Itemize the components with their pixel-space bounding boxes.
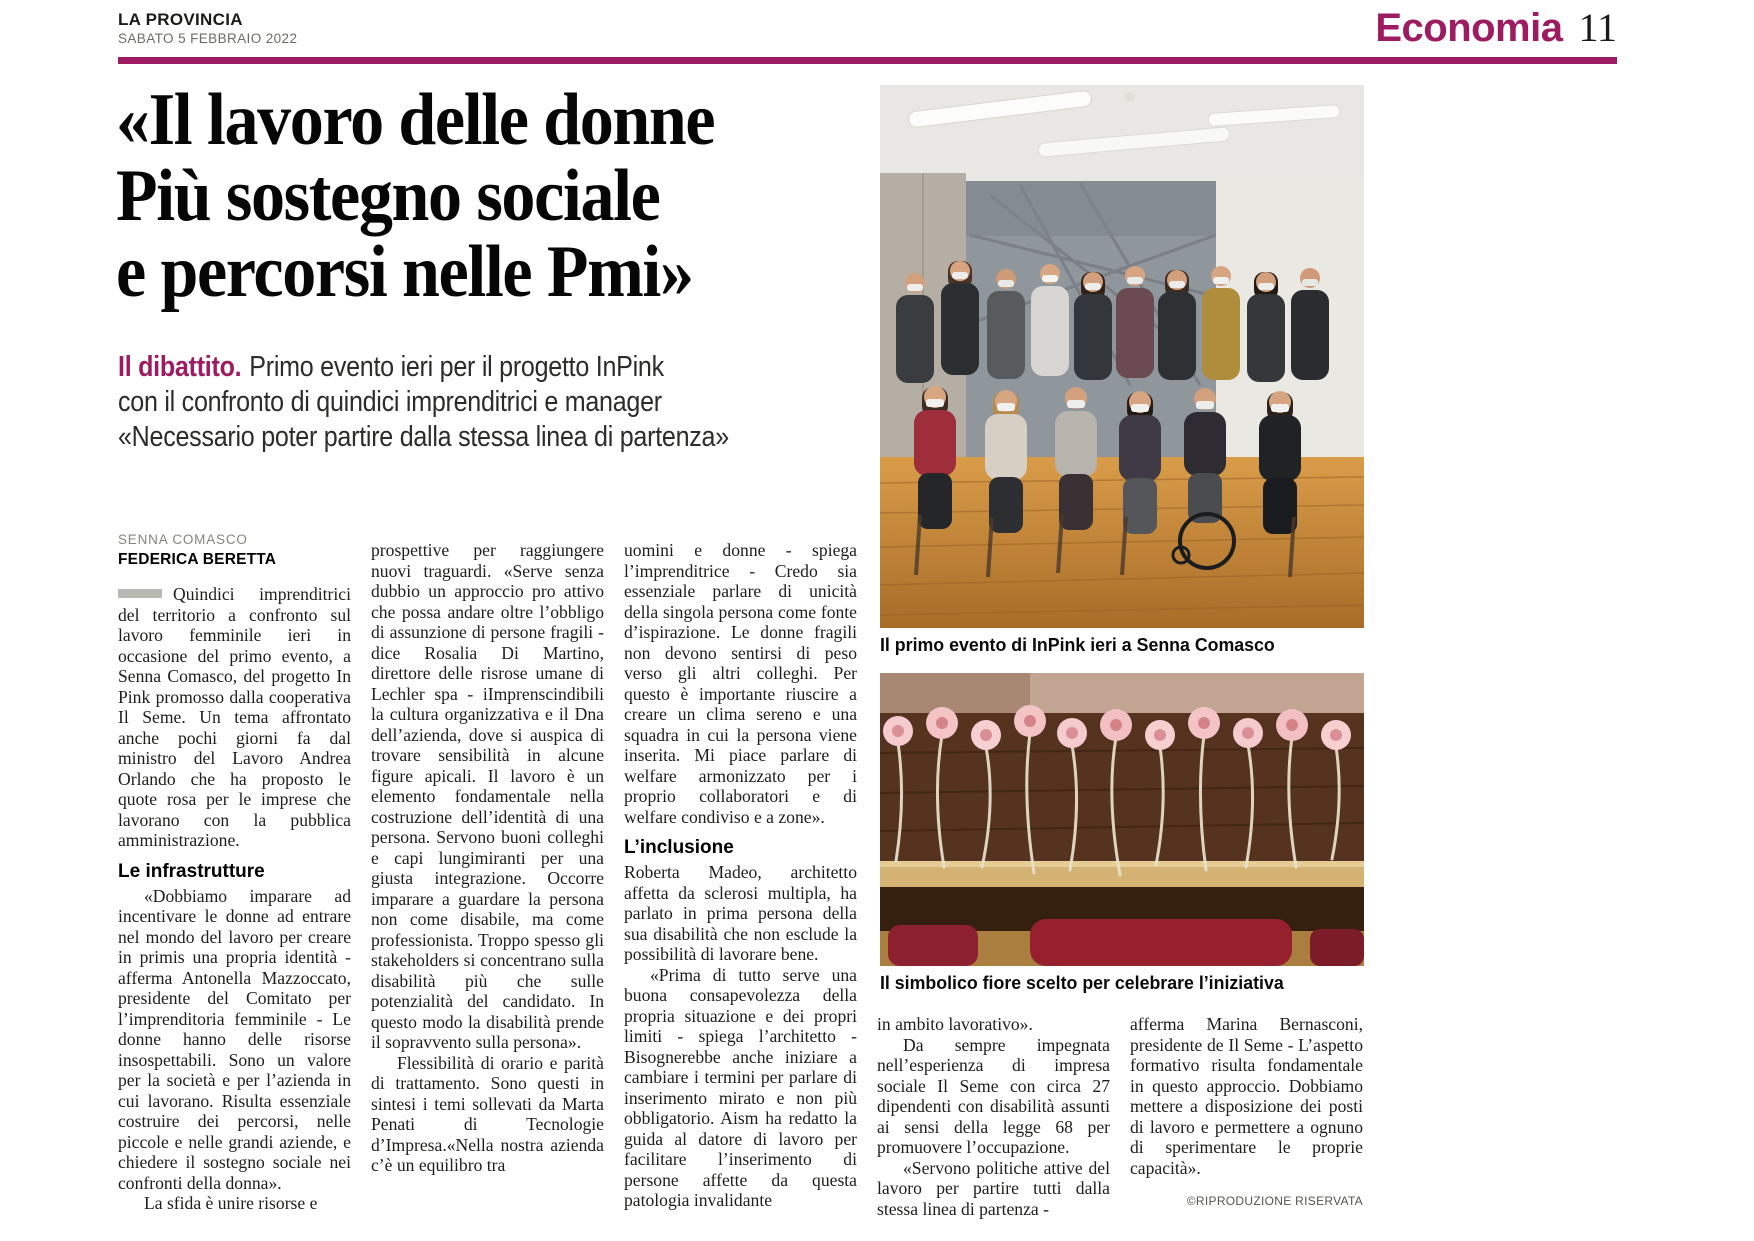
article-paragraph: Quindici imprenditrici del territorio a confronto sul lavoro femminile ieri in occasione del primo evento, a Senna Comasco, del progetto In Pink promosso dalla cooperativa Il Seme. Un tema affrontato anche pochi giorni fa dal ministro del Lavoro Andrea Orlando che ha proposto le quote rosa per le imprese che lavorano con la pubblica amministrazione. bbox=[118, 584, 351, 850]
standfirst-text-1: Primo evento ieri per il progetto InPink bbox=[249, 351, 664, 383]
article-dateline: SENNA COMASCO bbox=[118, 532, 248, 547]
standfirst-line-2: con il confronto di quindici imprenditrici e manager bbox=[118, 386, 662, 418]
photo-caption-2: Il simbolico fiore scelto per celebrare l’iniziativa bbox=[880, 972, 1284, 993]
article-paragraph: La sfida è unire risorse e bbox=[144, 1193, 318, 1213]
standfirst-line-3: «Necessario poter partire dalla stessa linea di partenza» bbox=[118, 421, 729, 453]
article-column-4 bbox=[877, 1014, 1110, 1241]
article-paragraph: prospettive per raggiungere nuovi traguardi. «Serve senza dubbio un approccio pro attivo che possa andare oltre l’obbligo di assunzione di persone fragili - dice Rosalia Di Martino, direttore delle risrose umane di Lechler spa - iImprenscindibili la cultura organizzativa e il Dna dell’azienda, dove si auspica di trovare sensibilità in alcune figure apicali. Il lavoro è un elemento fondamentale nella costruzione dell’identità di una persona. Servono buoni colleghi e capi lungimiranti per una giusta integrazione. Occorre imparare a guardare la persona non come disabile, ma come professionista. Troppo spesso gli stakeholders si concentrano sulla disabilità più che sulle potenzialità del candidato. In questo modo la disabilità prende il sopravvento sulla persona». bbox=[371, 540, 604, 1052]
header-rule bbox=[118, 57, 1617, 64]
article-paragraph: Da sempre impegnata nell’esperienza di impresa sociale Il Seme con circa 27 dipendenti con disabilità assunti ai sensi della legge 68 per promuovere l’occupazione. bbox=[877, 1034, 1110, 1157]
article-standfirst bbox=[118, 350, 729, 455]
article-paragraph: «Servono politiche attive del lavoro per partire tutti dalla stessa linea di partenza - bbox=[877, 1157, 1110, 1219]
article-headline bbox=[116, 79, 715, 313]
standfirst-line-1 bbox=[118, 350, 729, 385]
article-paragraph: «Prima di tutto serve una buona consapevolezza della propria situazione e dei propri limiti - spiega l’architetto - Bisognerebbe anche iniziare a cambiare i termini per parlare di inserimento mirato e non più obbligatorio. Aism ha redatto la guida al datore di lavoro per facilitare l’inserimento di persone affette da questa patologia invalidante bbox=[624, 964, 857, 1210]
event-photo-illustration bbox=[880, 85, 1364, 628]
page-number: 11 bbox=[1578, 5, 1617, 50]
flowers-photo bbox=[880, 673, 1364, 966]
article-paragraph: uomini e donne - spiega l’imprenditrice - Credo sia essenziale parlare di unicità della singola persona come fonte d’ispirazione. Le donne fragili non devono sentirsi di peso verso gli altri colleghi. Per questo è importante riuscire a creare un clima sereno e una squadra in cui la persona viene inserita. Mi piace parlare di welfare armonizzato per i proprio collaboratori e di welfare condiviso e a zone». bbox=[624, 540, 857, 827]
event-photo bbox=[880, 85, 1364, 628]
article-paragraph: «Dobbiamo imparare ad incentivare le donne ad entrare nel mondo del lavoro per creare in primis una propria identità - afferma Antonella Mazzoccato, presidente del Comitato per l’imprenditoria femminile - Le donne hanno delle risorse insospettabili. Sono un valore per la società e per l’azienda in cui lavorano. Risulta essenziale costruire dei percorsi, nelle piccole e nelle grandi aziende, e chiedere il sostegno sociale nei confronti della donna». bbox=[118, 885, 351, 1193]
headline-line-3: e percorsi nelle Pmi» bbox=[116, 231, 693, 313]
headline-line-1: «Il lavoro delle donne bbox=[116, 79, 715, 161]
headline-line-2: Più sostegno sociale bbox=[116, 155, 660, 237]
flowers-photo-illustration bbox=[880, 673, 1364, 966]
masthead-date: SABATO 5 FEBBRAIO 2022 bbox=[118, 31, 298, 46]
article-column-2 bbox=[371, 540, 604, 1240]
article-paragraph: Roberta Madeo, architetto affetta da sclerosi multipla, ha parlato in prima persona della sua disabilità che non esclude la possibilità di lavorare bene. bbox=[624, 862, 857, 964]
article-column-3 bbox=[624, 540, 857, 1240]
copyright-notice: ©RIPRODUZIONE RISERVATA bbox=[1186, 1194, 1363, 1208]
article-paragraph: afferma Marina Bernasconi, presidente de Il Seme - L’aspetto formativo risulta fondamentale in questo approccio. Dobbiamo mettere a disposizione dei posti di lavoro e permettere a ognuno di sperimentare le proprie capacità». bbox=[1130, 1014, 1363, 1178]
section-header bbox=[1375, 6, 1617, 50]
masthead-title: LA PROVINCIA bbox=[118, 10, 243, 29]
section-subhead: Le infrastrutture bbox=[118, 860, 265, 882]
article-column-5 bbox=[1130, 1014, 1363, 1241]
standfirst-kicker: Il dibattito. bbox=[118, 351, 242, 383]
lead-paragraph-marker bbox=[118, 589, 162, 598]
photo-caption-1: Il primo evento di InPink ieri a Senna Comasco bbox=[880, 634, 1275, 655]
article-paragraph: Flessibilità di orario e parità di trattamento. Sono questi in sintesi i temi sollevati da Marta Penati di Tecnologie d’Impresa.«Nella nostra azienda c’è un equilibro tra bbox=[371, 1052, 604, 1175]
article-byline: FEDERICA BERETTA bbox=[118, 551, 277, 568]
article-paragraph: in ambito lavorativo». bbox=[877, 1014, 1033, 1034]
section-subhead: L’inclusione bbox=[624, 837, 734, 858]
article-column-1 bbox=[118, 584, 351, 1239]
section-label: Economia bbox=[1375, 6, 1563, 50]
